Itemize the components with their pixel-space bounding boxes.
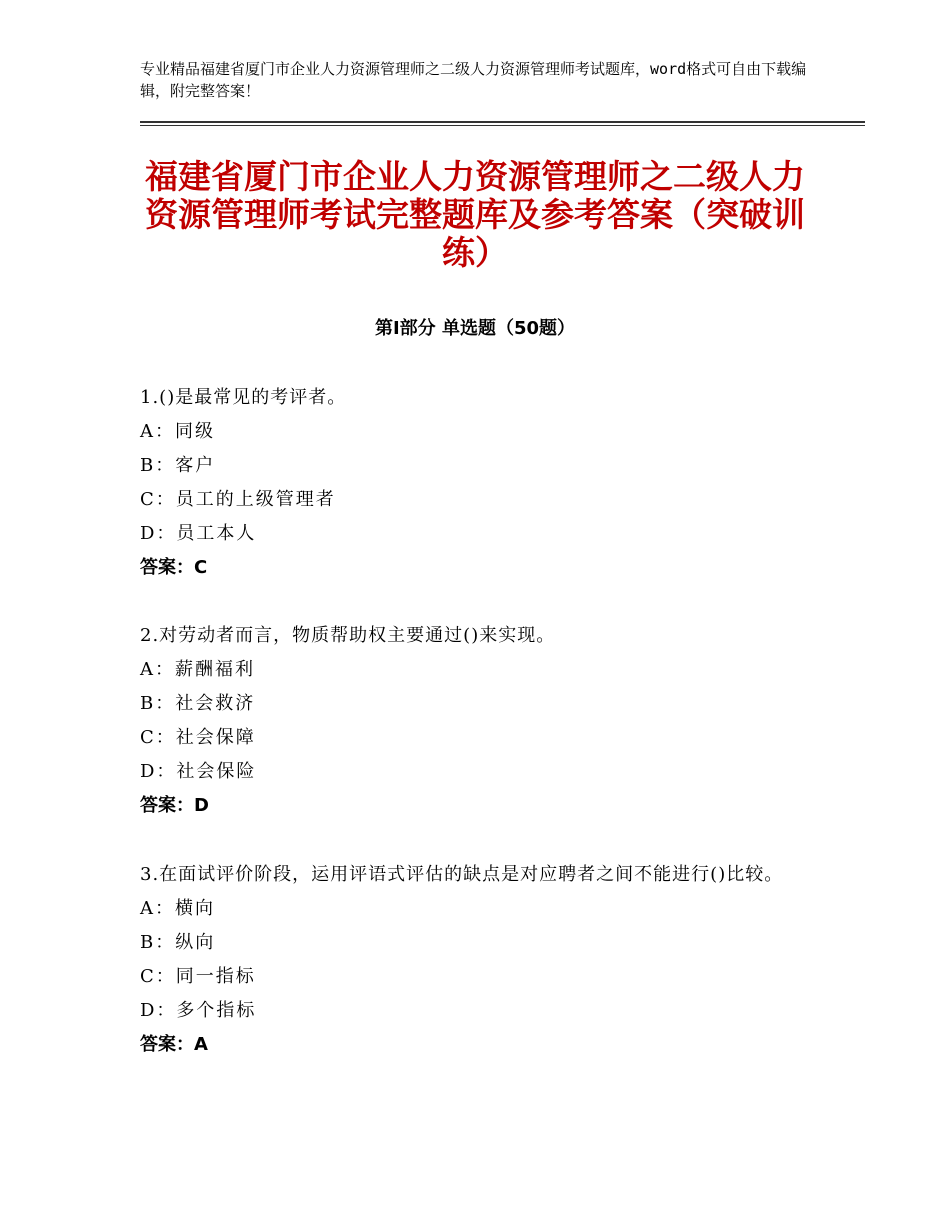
- option-b: B：客户: [140, 455, 216, 476]
- option-a: A：同级: [140, 421, 215, 442]
- header-divider: [140, 121, 865, 127]
- option-c: C：社会保障: [140, 727, 256, 748]
- question-2: [140, 619, 810, 823]
- document-title: 福建省厦门市企业人力资源管理师之二级人力资源管理师考试完整题库及参考答案（突破训练）: [145, 157, 805, 272]
- question-1: [140, 381, 810, 585]
- option-a: A：薪酬福利: [140, 659, 255, 680]
- option-d: D：员工本人: [140, 523, 257, 544]
- option-d: D：多个指标: [140, 1000, 257, 1021]
- question-text: 2.对劳动者而言，物质帮助权主要通过()来实现。: [140, 625, 556, 646]
- question-text: 1.()是最常见的考评者。: [140, 387, 347, 408]
- answer: 答案：A: [140, 1034, 208, 1055]
- header-note: 专业精品福建省厦门市企业人力资源管理师之二级人力资源管理师考试题库，word格式可自由下载编辑，附完整答案！: [140, 60, 807, 100]
- option-b: B：纵向: [140, 932, 216, 953]
- question-3: [140, 858, 810, 1062]
- option-c: C：员工的上级管理者: [140, 489, 336, 510]
- header-divider-thin: [140, 125, 865, 126]
- answer: 答案：C: [140, 557, 208, 578]
- answer: 答案：D: [140, 795, 209, 816]
- option-d: D：社会保险: [140, 761, 257, 782]
- question-text: 3.在面试评价阶段，运用评语式评估的缺点是对应聘者之间不能进行()比较。: [140, 864, 784, 885]
- option-b: B：社会救济: [140, 693, 256, 714]
- option-a: A：横向: [140, 898, 215, 919]
- section-title: 第Ⅰ部分 单选题（50题）: [374, 318, 575, 339]
- header-divider-thick: [140, 121, 865, 123]
- option-c: C：同一指标: [140, 966, 256, 987]
